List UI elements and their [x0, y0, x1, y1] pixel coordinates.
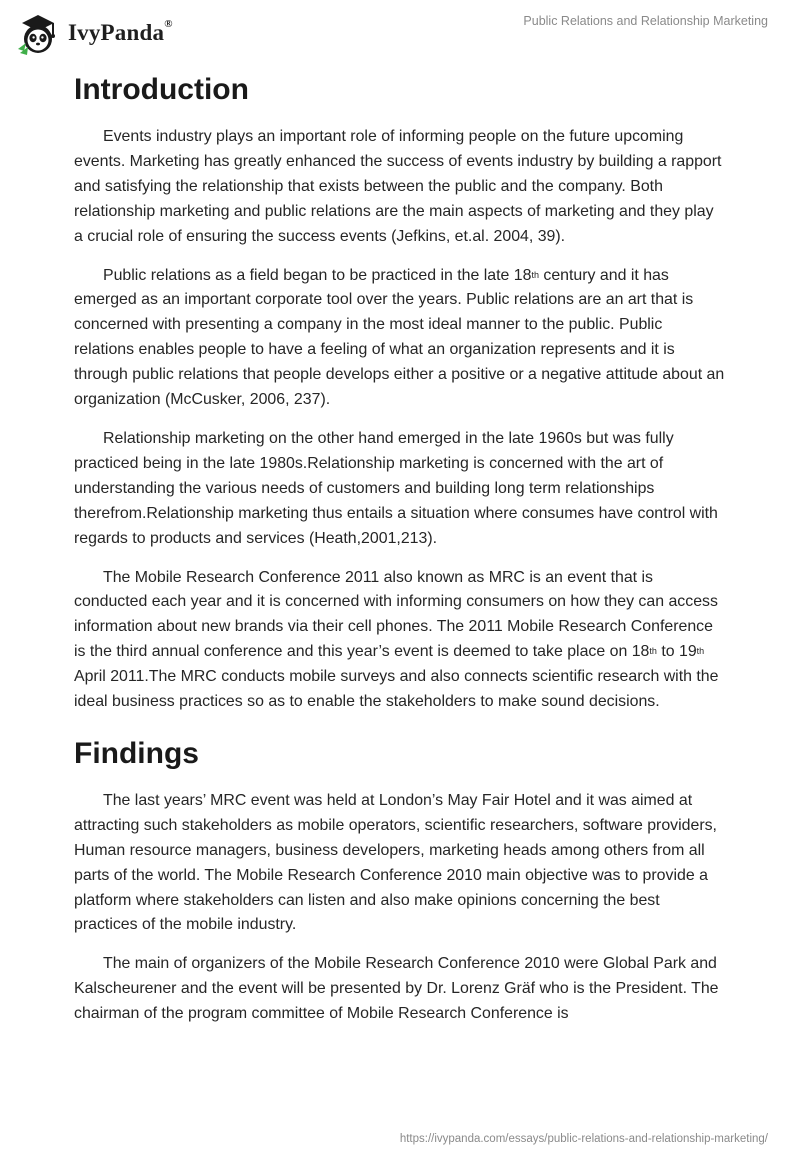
paragraph: Events industry plays an important role of informing people on the future upcoming events. Marketing has greatly enhanced the success of events industry by building a rapport and satisfying the relationship that exists between the public and the company. Both relationship marketing and public relations are the main aspects of marketing and they play a crucial role of ensuring the success events (Jefkins, et.al. 2004, 39).	[74, 128, 722, 245]
source-url-link[interactable]: https://ivypanda.com/essays/public-relations-and-relationship-marketing/	[399, 1133, 768, 1145]
paragraph: The last years’ MRC event was held at London’s May Fair Hotel and it was aimed at attracting such stakeholders as mobile operators, scientific researchers, software providers, Human resource managers, business developers, marketing heads among others from all parts of the world. The Mobile Research Conference 2010 main objective was to provide a platform where stakeholders can listen and also make opinions concerning the best practices of the mobile industry.	[74, 791, 717, 934]
panda-icon	[14, 9, 62, 57]
section-heading-introduction: Introduction	[74, 73, 249, 106]
registered-mark: ®	[164, 18, 173, 30]
document-title: Public Relations and Relationship Marketing	[523, 14, 768, 28]
logo-wordmark: IvyPanda®	[68, 18, 173, 45]
section-heading-findings: Findings	[74, 736, 199, 770]
paragraph: Public relations as a field began to be practiced in the late 18th century and it has emerged as an important corporate tool over the years. Public relations are an art that is concerned with presenting a company in the most ideal manner to the public. Public relations enables people to have a feeling of what an organization represents and it is through public relations that people develops either a positive or a negative attitude about an organization (McCusker, 2006, 237).	[74, 266, 725, 409]
page-header	[0, 0, 800, 64]
essay-content	[74, 70, 726, 1027]
paragraph: The main of organizers of the Mobile Research Conference 2010 were Global Park and Kalscheurener and the event will be presented by Dr. Lorenz Gräf who is the President. The chairman of the program committee of Mobile Research Conference is	[74, 955, 719, 1023]
paragraph: The Mobile Research Conference 2011 also known as MRC is an event that is conducted each year and it is concerned with informing consumers on how they can access information about new brands via their cell phones. The 2011 Mobile Research Conference is the third annual conference and this year’s event is deemed to take place on 18th to 19th April 2011.The MRC conducts mobile surveys and also connects scientific research with the ideal business practices so as to enable the stakeholders to make sound decisions.	[74, 568, 719, 711]
ivypanda-logo[interactable]	[14, 8, 173, 58]
paragraph: Relationship marketing on the other hand emerged in the late 1960s but was fully practiced being in the late 1980s.Relationship marketing is concerned with the art of understanding the various needs of customers and building long term relationships therefrom.Relationship marketing thus entails a situation where consumes have control with regards to products and services (Heath,2001,213).	[74, 429, 718, 547]
